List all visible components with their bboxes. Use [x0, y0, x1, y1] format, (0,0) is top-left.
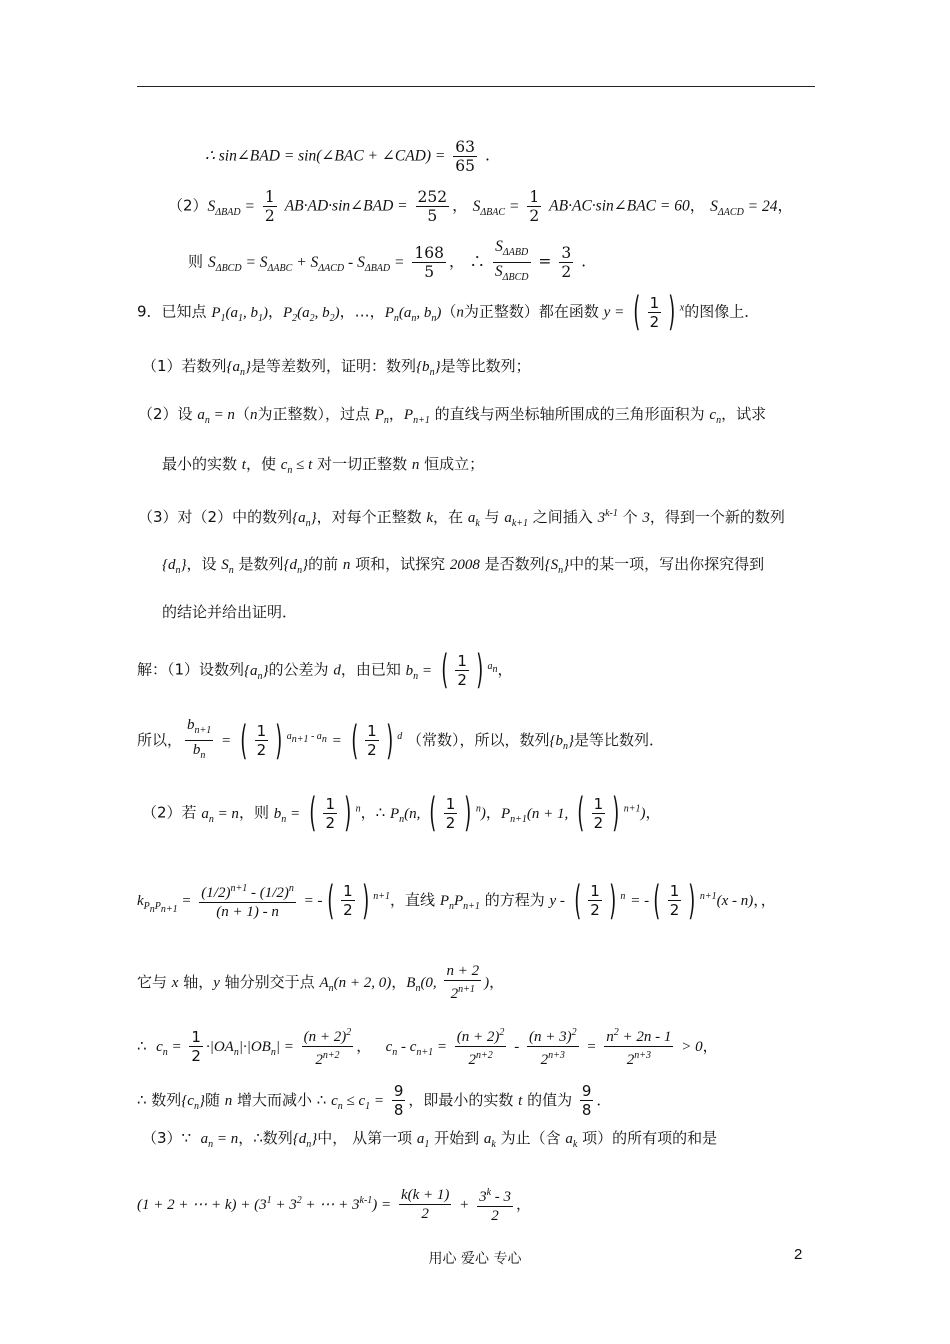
- math-line-2: $(2)S_{\Delta BAD}$ = $\frac{1}{2}$ AB·AD·sin∠BAD = $\frac{252}{5}$ ， $S_{\Delta BAC}$ = $\frac{1}{2}$ AB·AC·sin∠BAC = 60， $S_{\Delta ACD} = 24$，: [168, 188, 794, 225]
- page-footer: 用心 爱心 专心: [428, 1251, 522, 1267]
- solution-part-2e: ∴ 数列$\{c_n\}$随 n 增大而减小 ∴ $c_n \le c_1$ = $\frac{9}{8}$ ，即最小的实数 t 的值为 $\frac{9}{8}$ ．: [137, 1082, 612, 1119]
- solution-part-2b: $k_{P_nP_{n+1}}$ = $\frac{(1/2)^{n+1} - (1/2)^n}{(n + 1) - n}$ = - ( $\frac{1}{2}$ ) $^{n+1}$，直线 $P_nP_{n+1}$ 的方程为 y - ( $\frac{1}{2}$ ) $^n$ = - ( $\frac{1}{2}$ ) $^{n+1}$(x - n)，，: [137, 877, 776, 924]
- math-line-1: ∴ sin∠BAD = sin(∠BAC + ∠CAD) = $\frac{63}{65}$ .: [205, 138, 490, 175]
- solution-part-2d: ∴ $c_n$ = $\frac{1}{2}$ $\cdot|OA_n|\cdot|OB_n|$ = $\frac{(n + 2)^2}{2^{n+2}}$ ， $c_n - c_{n+1}$ = $\frac{(n + 2)^2}{2^{n+2}}$ - $\frac{(n + 3)^2}{2^{n+3}}$ = $\frac{n^2 + 2n - 1}{2^{n+3}}$ > 0，: [137, 1024, 718, 1069]
- problem-9-part-1: （1）若数列$\{a_n\}$是等差数列，证明：数列$\{b_n\}$是等比数列；: [142, 357, 531, 378]
- solution-part-2c: 它与 x 轴，y 轴分别交于点 $A_n(n + 2$, 0)，$B_n(0$, $\frac{n + 2}{2^{n+1}}$ )，: [137, 963, 505, 1002]
- problem-9-part-3a: （3）对（2）中的数列$\{a_n\}$，对每个正整数 k，在 $a_k$ 与 $a_{k+1}$ 之间插入 3$^{k-1}$ 个 3，得到一个新的数列: [138, 508, 785, 529]
- header-rule: [137, 86, 815, 87]
- solution-part-3a: （3）∵ $a_n = n$，∴数列$\{d_n\}$中， 从第一项 $a_1$ 开始到 $a_k$ 为止（含 $a_k$ 项）的所有项的和是: [142, 1129, 718, 1150]
- solution-part-2a: （2）若 $a_n = n$，则 $b_n$ = ( $\frac{1}{2}$ ) $^n$，∴ $P_n(n$, ( $\frac{1}{2}$ ) $^n$)，$P_{n+1}(n + 1$, ( $\frac{1}{2}$ ) $^{n+1}$)，: [142, 790, 661, 836]
- math-line-3: 则 $S_{\Delta BCD} = S_{\Delta ABC} + S_{\Delta ACD} - S_{\Delta BAD}$ = $\frac{168}{5}$ ， ∴ $\frac{S_{\Delta ABD}}{S_{\Delta BCD}}$ = $\frac{3}{2}$ .: [188, 238, 587, 284]
- problem-9-part-2a: （2）设 $a_n = n(n$为正整数），过点 $P_n$，$P_{n+1}$ 的直线与两坐标轴所围成的三角形面积为 $c_n$，试求: [138, 405, 767, 426]
- solution-part-3b: (1 + 2 + ⋯ + $k) + (3^1 + 3^2$ + ⋯ + $3^{k-1}$) = $\frac{k(k + 1)}{2}$ + $\frac{3^k - 3}{2}$ ，: [137, 1184, 531, 1225]
- problem-9-part-3c: 的结论并给出证明．: [162, 603, 298, 621]
- problem-9-part-3b: $\{d_n\}$，设 $S_n$ 是数列$\{d_n\}$的前 n 项和，试探究 2008 是否数列$\{S_n\}$中的某一项，写出你探究得到: [162, 555, 765, 576]
- problem-9-part-2b: 最小的实数 t，使 $c_n \le t$ 对一切正整数 n 恒成立；: [162, 455, 485, 476]
- solution-part-1: 解：（1）设数列$\{a_n\}$的公差为 d，由已知 $b_n$ = ( $\frac{1}{2}$ ) $^{a_n}$，: [137, 647, 513, 693]
- solution-part-1-b: 所以， $\frac{b_{n+1}}{b_n}$ = ( $\frac{1}{2}$ ) $^{a_{n+1} - a_n}$ = ( $\frac{1}{2}$ ) $^d$ （常数），所以，数列$\{b_n\}$是等比数列．: [137, 717, 665, 764]
- page-number: 2: [794, 1246, 803, 1263]
- problem-9-stem: 9．已知点 $P_1(a_1$, $b_1$)，$P_2(a_2$, $b_2$)，…，$P_n(a_n$, $b_n)(n$为正整数）都在函数 y = ( $\frac{1}{2}$ ) $^x$的图像上．: [137, 289, 760, 335]
